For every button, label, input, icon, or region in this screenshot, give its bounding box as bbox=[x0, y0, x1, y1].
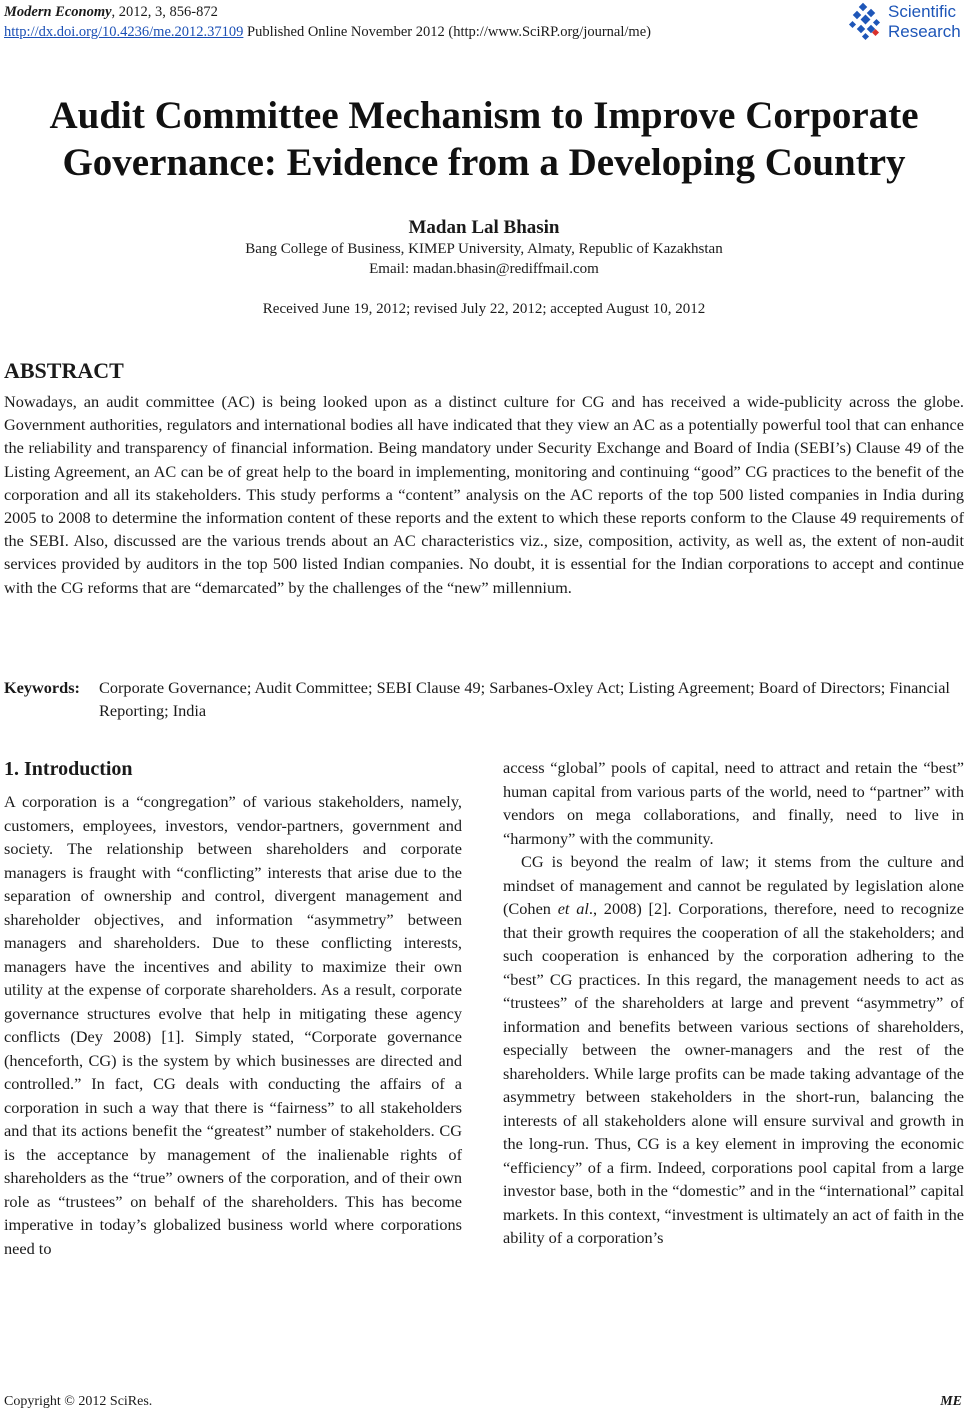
received-dates: Received June 19, 2012; revised July 22, 2012; accepted August 10, 2012 bbox=[262, 301, 706, 317]
logo-line-2: Research bbox=[888, 22, 961, 41]
intro-paragraph-1-continued: access “global” pools of capital, need to attract and retain the “best” human capital from various parts of the world, need to “partner” with vendors on mega collaborations, and finally, need to live in “harmony” with the community. bbox=[503, 758, 964, 848]
author-email: Email: madan.bhasin@rediffmail.com bbox=[369, 261, 599, 277]
abstract-heading: ABSTRACT bbox=[4, 358, 124, 383]
intro-p2-part-a: CG is beyond the realm of law; it stems from the culture and mindset of management and cannot be regulated by legislation alone (Cohen bbox=[503, 852, 964, 918]
doi-link[interactable]: http://dx.doi.org/10.4236/me.2012.37109 bbox=[4, 24, 244, 40]
intro-paragraph-2 bbox=[503, 850, 964, 1250]
copyright-notice: Copyright © 2012 SciRes. bbox=[4, 1394, 153, 1409]
abstract-text: Nowadays, an audit committee (AC) is being looked upon as a distinct culture for CG and has received a wide-publicity across the globe. Government authorities, regulators and international bodies all have indicated that they view an AC as a potentially powerful tool that can enhance the reliability and transparency of financial information. Being mandatory under Security Exchange and Board of India (SEBI’s) Clause 49 of the Listing Agreement, an AC can be of great help to the board in implementing, monitoring and continuing “good” CG practices to the benefit of the corporation and all its stakeholders. This study performs a “content” analysis on the AC reports of the top 500 listed companies in India during 2005 to 2008 to determine the information content of these reports and the extent to which these reports conform to the Clause 49 requirements of the SEBI. Also, discussed are the various trends about an AC characteristics viz., size, composition, activity, as well as, the extent of non-audit services provided by auditors in the top 500 listed Indian companies. No doubt, it is essential for the Indian corporations to accept and continue with the CG reforms that are “demarcated” by the challenges of the “new” millennium. bbox=[4, 392, 964, 597]
logo-line-1: Scientific bbox=[888, 2, 957, 21]
author-affiliation: Bang College of Business, KIMEP University, Almaty, Republic of Kazakhstan bbox=[245, 241, 723, 257]
intro-p2-part-b: ., 2008) [2]. Corporations, therefore, need to recognize that their growth requires the cooperation of all the stakeholders; and such cooperation is enhanced by the corporation adhering to the “best” CG practices. In this regard, the management needs to act as “trustees” of the shareholders at large and prevent “asymmetry” of information and benefits between various sections of shareholders, especially between the owner-managers and the rest of the shareholders. While large profits can be made taking advantage of the asymmetry between stakeholders in the short-run, balancing the interests of all stakeholders alone will ensure survival and growth in the long-run. Thus, CG is a key element in improving the economic “efficiency” of a firm. Indeed, corporations pool capital from a large investor base, both in the “domestic” and in the “international” capital markets. In this context, “investment is ultimately an act of faith in the ability of a corporation’s bbox=[503, 899, 965, 1247]
author-name: Madan Lal Bhasin bbox=[408, 217, 560, 238]
running-header bbox=[4, 2, 651, 42]
scirp-logo bbox=[846, 2, 964, 44]
journal-name: Modern Economy bbox=[4, 4, 112, 20]
publication-info: Published Online November 2012 (http://www.SciRP.org/journal/me) bbox=[243, 24, 651, 40]
section-heading-introduction: 1. Introduction bbox=[4, 758, 133, 780]
keywords-text: Corporate Governance; Audit Committee; SEBI Clause 49; Sarbanes-Oxley Act; Listing Agreement; Board of Directors; Financial Reporting; India bbox=[99, 678, 950, 720]
scirp-logo-icon bbox=[846, 2, 886, 42]
right-column bbox=[503, 756, 964, 1250]
scirp-logo-text bbox=[888, 2, 961, 42]
left-column bbox=[4, 756, 462, 1260]
journal-citation: , 2012, 3, 856-872 bbox=[111, 4, 218, 20]
intro-p2-etal: et al bbox=[557, 899, 589, 918]
keywords-label: Keywords: bbox=[4, 678, 80, 697]
journal-abbreviation: ME bbox=[940, 1394, 962, 1409]
paper-title: Audit Committee Mechanism to Improve Corporate Governance: Evidence from a Developing Country bbox=[49, 94, 919, 184]
intro-paragraph-1: A corporation is a “congregation” of various stakeholders, namely, customers, employees, investors, vendor-partners, government and society. The relationship between shareholders and corporate managers is fraught with “conflicting” interests that arise due to the separation of ownership and control, divergent management and shareholder objectives, and information “asymmetry” between managers and shareholders. Due to these conflicting interests, managers have the incentives and ability to maximize their own utility at the expense of corporate shareholders. As a result, corporate governance structures evolve that help in mitigating these agency conflicts (Dey 2008) [1]. Simply stated, “Corporate governance (henceforth, CG) is the system by which businesses are directed and controlled.” In fact, CG deals with conducting the affairs of a corporation in such a way that there is “fairness” to all stakeholders and that its actions benefit the “greatest” number of stakeholders. CG is the acceptance by management of the inalienable rights of shareholders as the “true” owners of the corporation, and of their own role as “trustees” on behalf of the shareholders. This has become imperative in today’s globalized business world where corporations need to bbox=[4, 792, 462, 1258]
